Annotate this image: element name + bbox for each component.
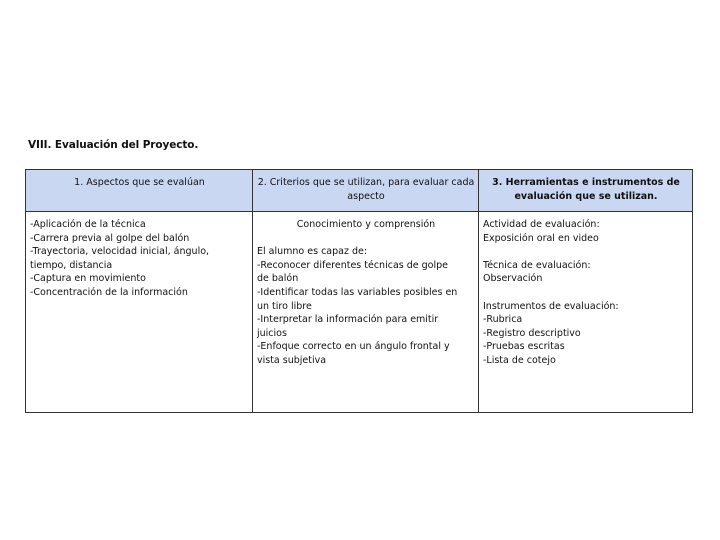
cell-tools bbox=[479, 212, 693, 413]
activity-value: Exposición oral en video bbox=[483, 232, 599, 244]
aspect-item: -Carrera previa al golpe del balón bbox=[30, 232, 190, 244]
criteria-item: -Interpretar la información para emitir bbox=[257, 314, 439, 326]
criteria-item: -Identificar todas las variables posibles en bbox=[257, 286, 458, 298]
aspect-item: -Concentración de la información bbox=[30, 286, 188, 298]
criteria-title: Conocimiento y comprensión bbox=[296, 219, 436, 230]
evaluation-table bbox=[25, 169, 693, 413]
aspect-item: tiempo, distancia bbox=[30, 259, 113, 271]
aspect-item: -Aplicación de la técnica bbox=[30, 219, 146, 230]
technique-value: Observación bbox=[483, 273, 543, 285]
technique-label: Técnica de evaluación: bbox=[483, 259, 591, 271]
instrument-item: -Pruebas escritas bbox=[483, 341, 565, 353]
aspect-item: -Trayectoria, velocidad inicial, ángulo, bbox=[30, 246, 210, 258]
instrument-item: -Registro descriptivo bbox=[483, 327, 581, 339]
section-title: VIII. Evaluación del Proyecto. bbox=[28, 139, 199, 151]
table-header-row bbox=[26, 170, 693, 212]
cell-criteria bbox=[253, 212, 479, 413]
criteria-item: un tiro libre bbox=[257, 300, 312, 312]
header-aspects: 1. Aspectos que se evalúan bbox=[26, 170, 253, 212]
criteria-item: -Reconocer diferentes técnicas de golpe bbox=[257, 259, 448, 271]
instrument-item: -Rubrica bbox=[483, 314, 523, 326]
table-body-row bbox=[26, 212, 693, 413]
header-tools: 3. Herramientas e instrumentos de evaluación que se utilizan. bbox=[479, 170, 693, 212]
criteria-item: El alumno es capaz de: bbox=[257, 246, 368, 258]
header-criteria: 2. Criterios que se utilizan, para evaluar cada aspecto bbox=[253, 170, 479, 212]
criteria-item: de balón bbox=[257, 273, 299, 285]
criteria-item: vista subjetiva bbox=[257, 354, 327, 366]
instruments-label: Instrumentos de evaluación: bbox=[483, 300, 619, 312]
criteria-item: juicios bbox=[257, 327, 287, 339]
criteria-item: -Enfoque correcto en un ángulo frontal y bbox=[257, 341, 450, 353]
activity-label: Actividad de evaluación: bbox=[483, 219, 600, 230]
instrument-item: -Lista de cotejo bbox=[483, 354, 556, 366]
aspect-item: -Captura en movimiento bbox=[30, 273, 146, 285]
cell-aspects bbox=[26, 212, 253, 413]
